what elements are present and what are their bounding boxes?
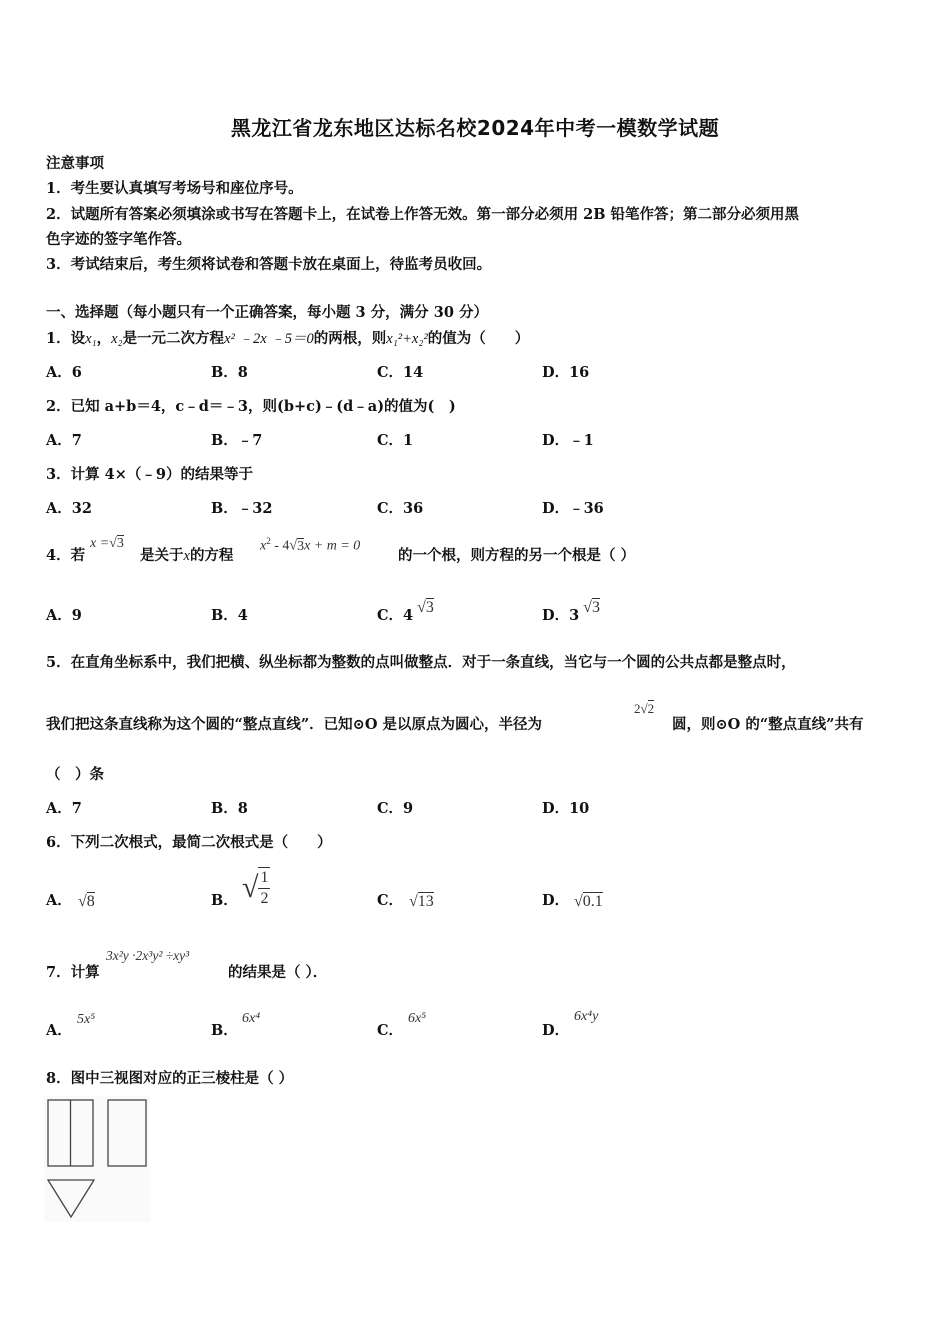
q6-option-a-expr xyxy=(78,893,95,911)
q1-x1: x₁ xyxy=(85,331,97,347)
sqrt-icon: √ xyxy=(78,893,87,910)
q7-suffix: 的结果是（ ）． xyxy=(228,964,328,981)
q6-option-a-radicand: 8 xyxy=(86,893,95,910)
q4-var: x xyxy=(183,548,190,564)
sqrt-icon: √ xyxy=(242,871,259,904)
q3-option-c[interactable]: C．36 xyxy=(377,500,424,517)
sqrt-icon: √ xyxy=(109,536,117,551)
q7-option-a-expr: 5x⁵ xyxy=(77,1012,96,1027)
q4-condition xyxy=(90,536,124,552)
q6-option-d-expr xyxy=(574,893,603,911)
q4-option-a[interactable]: A．9 xyxy=(46,607,82,624)
q4-option-d-radicand: 3 xyxy=(591,599,600,616)
page-title: 黑龙江省龙东地区达标名校2024年中考一模数学试题 xyxy=(230,116,720,140)
q6-option-c[interactable] xyxy=(377,889,403,910)
q4-equation: $x^2 - 4√3x + m = 0$ xyxy=(260,536,361,554)
q6-option-c-label: C． xyxy=(377,892,404,909)
q6-option-c-radicand: 13 xyxy=(417,893,434,910)
q1-prefix: 1．设 xyxy=(46,330,86,347)
q6-option-d-label: D． xyxy=(542,892,570,909)
q5-radius xyxy=(634,701,654,717)
sqrt-icon: √ xyxy=(583,599,592,616)
q1-option-c[interactable]: C．14 xyxy=(377,364,424,381)
q7-option-d-expr: 6x⁴y xyxy=(574,1009,599,1024)
sqrt-icon: √ xyxy=(289,538,298,554)
q1-option-a[interactable]: A．6 xyxy=(46,364,82,381)
q4-suffix: 的一个根，则方程的另一个根是（ ） xyxy=(398,547,636,564)
q6-option-b-numerator: 1 xyxy=(258,868,270,889)
question-6: 6．下列二次根式，最简二次根式是（ ） xyxy=(46,834,332,851)
q6-option-c-expr xyxy=(409,893,434,911)
q4-eq-x: x xyxy=(260,538,267,554)
q1-mid: 是一元二次方程 xyxy=(122,330,225,347)
q4-option-c[interactable] xyxy=(377,599,434,625)
q7-option-b[interactable]: B． xyxy=(211,1022,238,1039)
notice-item-3: 3．考试结束后，考生须将试卷和答题卡放在桌面上，待监考员收回。 xyxy=(46,256,492,273)
q5-option-d[interactable]: D．10 xyxy=(542,800,590,817)
q7-option-b-expr: 6x⁴ xyxy=(242,1011,261,1026)
q7-option-c[interactable]: C． xyxy=(377,1022,404,1039)
q1-equation: x² ﹣2x ﹣5＝0 xyxy=(224,331,314,347)
q7-option-c-expr: 6x⁵ xyxy=(408,1011,427,1026)
question-5-line-2a: 我们把这条直线称为这个圆的“整点直线”．已知⊙O 是以原点为圆心，半径为 xyxy=(46,716,543,733)
q5-radius-coef: 2 xyxy=(634,701,641,716)
notice-heading: 注意事项 xyxy=(46,155,104,172)
three-view-diagram xyxy=(44,1096,150,1222)
question-5-line-2b: 圆，则⊙O 的“整点直线”共有 xyxy=(672,716,864,733)
q4-mid2-text: 的方程 xyxy=(189,547,234,564)
q5-option-b[interactable]: B．8 xyxy=(211,800,248,817)
q3-option-a[interactable]: A．32 xyxy=(46,500,92,517)
q7-option-a[interactable]: A． xyxy=(46,1022,72,1039)
q4-eq-coef: - 4 xyxy=(270,538,290,554)
q6-option-d-radicand: 0.1 xyxy=(582,893,603,910)
q2-option-a[interactable]: A．7 xyxy=(46,432,82,449)
q1-expression: x₁²+x₂² xyxy=(386,331,428,347)
q4-option-b[interactable]: B．4 xyxy=(211,607,248,624)
q3-option-d[interactable]: D．﹣36 xyxy=(542,500,604,517)
q4-cond-lhs: x = xyxy=(90,536,110,551)
q4-prefix: 4．若 xyxy=(46,547,86,564)
q6-option-b-denominator: 2 xyxy=(260,890,269,907)
q1-option-d[interactable]: D．16 xyxy=(542,364,590,381)
q5-radius-radicand: 2 xyxy=(647,701,655,716)
q5-option-a[interactable]: A．7 xyxy=(46,800,82,817)
q3-option-b[interactable]: B．﹣32 xyxy=(211,500,273,517)
sqrt-icon: √ xyxy=(417,599,426,616)
notice-item-2-cont: 色字迹的签字笔作答。 xyxy=(46,231,191,248)
q6-option-a-label: A． xyxy=(46,892,72,909)
section-heading: 一、选择题（每小题只有一个正确答案，每小题 3 分，满分 30 分） xyxy=(46,304,488,321)
question-5-line-3: （ ）条 xyxy=(46,766,104,783)
q7-prefix: 7．计算 xyxy=(46,964,100,981)
sqrt-icon: √ xyxy=(574,893,583,910)
q2-option-d[interactable]: D．﹣1 xyxy=(542,432,594,449)
diagram-background xyxy=(44,1096,150,1222)
q4-eq-rest: x + m = 0 xyxy=(304,538,361,554)
q4-option-c-radicand: 3 xyxy=(425,599,434,616)
sqrt-icon: √ xyxy=(640,701,648,716)
q1-mid2: 的两根，则 xyxy=(313,330,387,347)
q6-option-b-label: B． xyxy=(211,892,238,909)
q6-option-b-expr xyxy=(242,866,270,910)
q2-option-c[interactable]: C．1 xyxy=(377,432,414,449)
q1-option-b[interactable]: B．8 xyxy=(211,364,248,381)
q6-option-d[interactable] xyxy=(542,889,569,910)
q4-option-c-label: C．4 xyxy=(377,607,414,624)
question-8: 8．图中三视图对应的正三棱柱是（ ） xyxy=(46,1070,294,1087)
notice-item-2: 2．试题所有答案必须填涂或书写在答题卡上，在试卷上作答无效。第一部分必须用 2B 铅笔作答；第二部分必须用黑 xyxy=(46,206,800,223)
q2-option-b[interactable]: B．﹣7 xyxy=(211,432,263,449)
q4-eq-radicand: 3 xyxy=(297,538,305,554)
q4-option-d[interactable] xyxy=(542,599,600,625)
q1-sep: ， xyxy=(96,330,112,347)
question-3: 3．计算 4×（﹣9）的结果等于 xyxy=(46,466,253,483)
question-2: 2．已知 a+b＝4，c﹣d＝﹣3，则(b+c)﹣(d﹣a)的值为( ) xyxy=(46,398,456,415)
sqrt-icon: √ xyxy=(409,893,418,910)
q1-x2: x₂ xyxy=(111,331,123,347)
question-5-line-1: 5．在直角坐标系中，我们把横、纵坐标都为整数的点叫做整点．对于一条直线，当它与一个圆的公共点都是整点时， xyxy=(46,654,796,671)
q6-option-b[interactable] xyxy=(211,889,238,910)
q4-cond-radicand: 3 xyxy=(116,536,124,551)
question-1 xyxy=(46,327,529,348)
q4-mid xyxy=(140,544,233,565)
q7-option-d[interactable]: D． xyxy=(542,1022,570,1039)
q4-mid-text: 是关于 xyxy=(140,547,184,564)
q4-option-d-label: D．3 xyxy=(542,607,580,624)
q5-option-c[interactable]: C．9 xyxy=(377,800,414,817)
q6-option-a[interactable] xyxy=(46,889,72,910)
notice-item-1: 1．考生要认真填写考场号和座位序号。 xyxy=(46,180,303,197)
q7-expression: 3x²y ·2x³y² ÷xy³ xyxy=(106,948,190,963)
q1-suffix: 的值为（ ） xyxy=(427,330,530,347)
